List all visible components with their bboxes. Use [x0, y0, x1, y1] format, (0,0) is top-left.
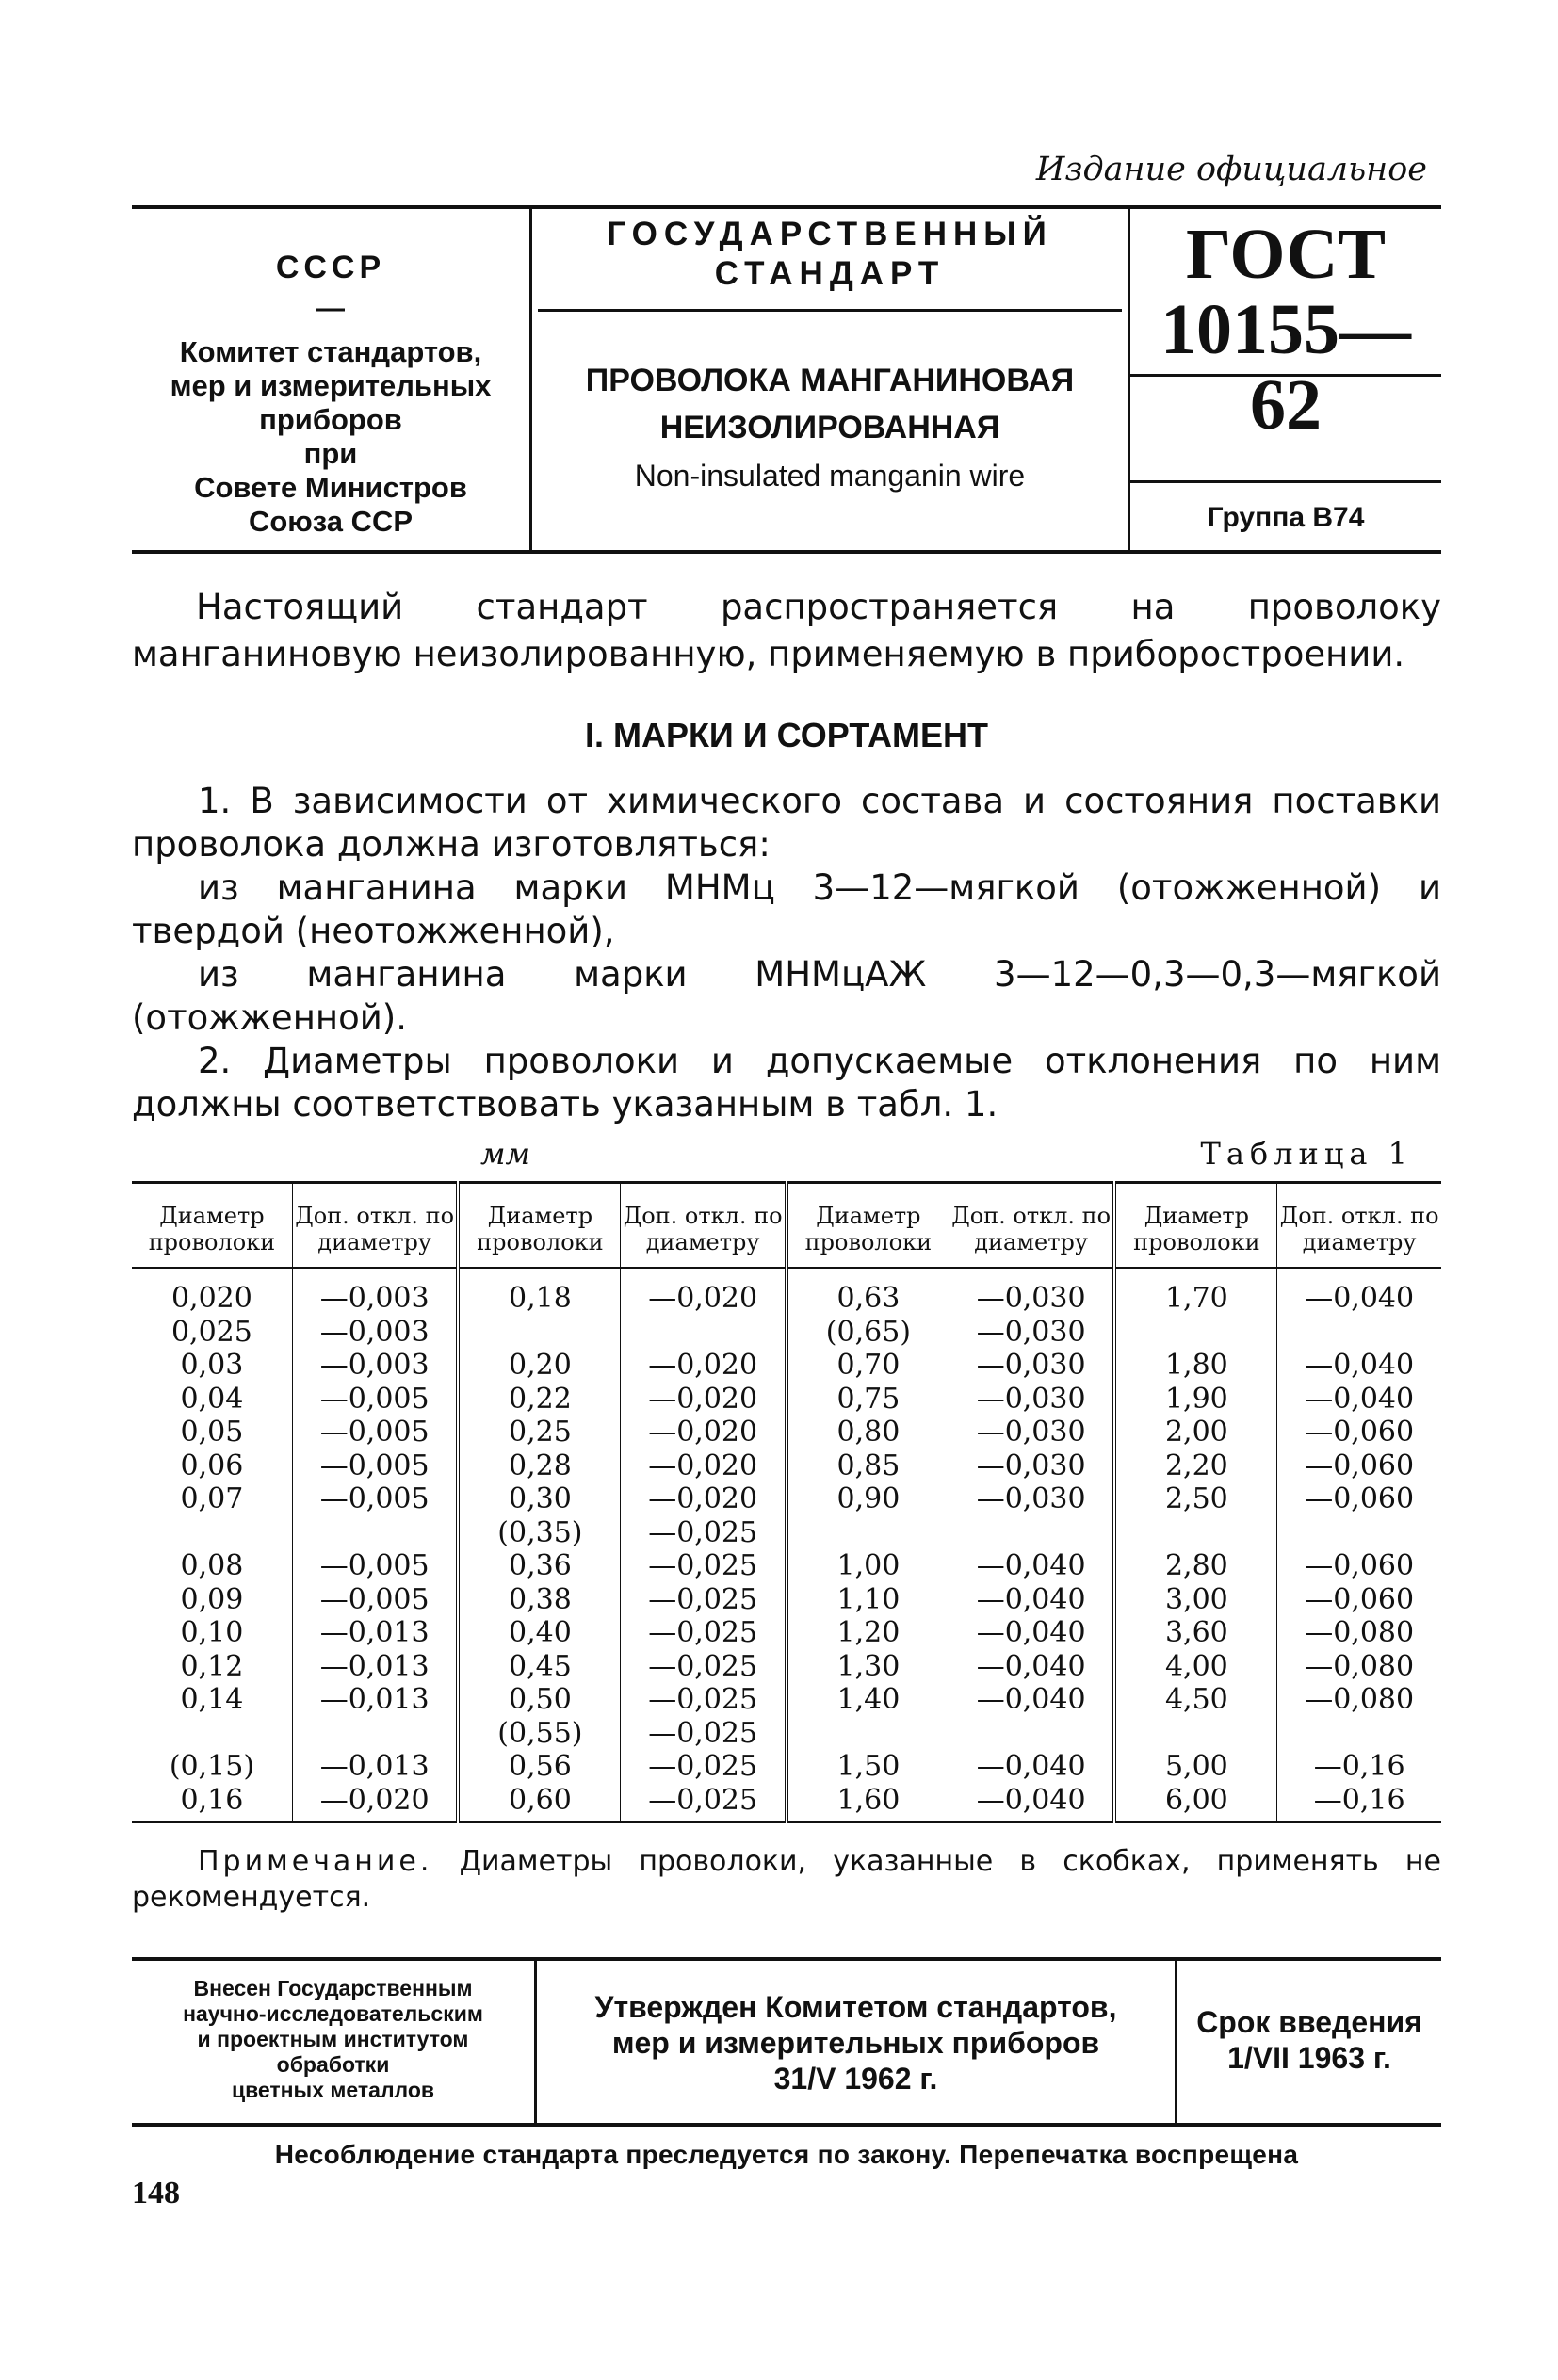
table-cell: —0,005 — [319, 1449, 430, 1482]
committee-line: приборов — [259, 403, 402, 436]
submitted-line: и проектным институтом — [197, 2027, 469, 2051]
approved-by — [537, 1961, 1177, 2123]
table-cell: —0,025 — [648, 1683, 758, 1716]
table-cell — [138, 1516, 286, 1550]
table-cell: —0,025 — [648, 1616, 758, 1649]
title-en: Non-insulated manganin wire — [634, 459, 1026, 493]
table-cell — [299, 1717, 451, 1751]
table-cell: 0,85 — [836, 1449, 901, 1482]
table-cell: —0,060 — [1305, 1549, 1415, 1582]
table-cell: 0,63 — [836, 1282, 901, 1315]
table-cell: 0,09 — [180, 1582, 244, 1616]
table-cell: 0,38 — [509, 1582, 572, 1616]
table-cell: 0,08 — [180, 1549, 244, 1582]
table-cell: —0,025 — [648, 1549, 758, 1582]
table-cell: 6,00 — [1164, 1783, 1228, 1817]
table-cell: —0,003 — [319, 1315, 430, 1349]
table-body — [132, 1268, 1441, 1822]
edition-label: Издание официальное — [1035, 151, 1427, 188]
table-column — [949, 1268, 1114, 1822]
table-cell: —0,040 — [976, 1683, 1086, 1716]
intro-paragraph: Настоящий стандарт распространяется на проволоку манганиновую неизолированную, применяемую в приборостроении. — [132, 587, 1441, 674]
table-cell — [955, 1516, 1108, 1550]
effective-date — [1177, 1961, 1441, 2123]
table-cell: —0,025 — [648, 1750, 758, 1783]
table-cell: 4,00 — [1164, 1649, 1228, 1683]
table-cell: —0,025 — [648, 1783, 758, 1817]
standard-header — [132, 205, 1441, 554]
table-cell: —0,003 — [319, 1349, 430, 1382]
table-cell — [299, 1516, 451, 1550]
table-header: Доп. откл. по диаметру — [621, 1183, 787, 1269]
header-spacer — [1130, 377, 1441, 483]
table-cell: 0,07 — [180, 1482, 244, 1515]
ussr-label: СССР — [275, 250, 386, 285]
table-cell: 0,16 — [180, 1783, 244, 1817]
section-title: I. МАРКИ И СОРТАМЕНТ — [584, 716, 989, 754]
table-header: Диаметр проволоки — [787, 1183, 949, 1269]
table-cell: —0,020 — [648, 1449, 758, 1482]
table-cell: —0,030 — [976, 1282, 1086, 1315]
table-cell: 3,60 — [1164, 1616, 1228, 1649]
table-column — [621, 1268, 787, 1822]
table-cell: 0,25 — [509, 1416, 572, 1449]
title-ru-line: ПРОВОЛОКА МАНГАНИНОВАЯ — [585, 363, 1075, 398]
table-cell: (0,55) — [497, 1716, 583, 1750]
table-cell: —0,013 — [319, 1616, 430, 1649]
table-cell: 0,60 — [509, 1783, 572, 1817]
table-column — [132, 1268, 292, 1822]
page-number: 148 — [132, 2176, 180, 2210]
table-cell: —0,005 — [319, 1416, 430, 1449]
table-caption: Таблица 1 — [1200, 1136, 1413, 1172]
note-text: Диаметры проволоки, указанные в скобках, применять не рекомендуется. — [132, 1845, 1441, 1914]
committee-line: Совете Министров — [194, 471, 467, 504]
table-cell: —0,030 — [976, 1416, 1086, 1449]
table-cell: —0,020 — [319, 1783, 430, 1817]
table-cell: (0,15) — [169, 1750, 255, 1783]
table-cell — [626, 1316, 779, 1350]
table-cell: 0,45 — [509, 1649, 572, 1683]
table-cell: 0,05 — [180, 1416, 244, 1449]
table-cell: —0,040 — [976, 1549, 1086, 1582]
table-cell: —0,16 — [1313, 1783, 1405, 1817]
table-cell: —0,020 — [648, 1416, 758, 1449]
note-label: Примечание. — [198, 1845, 433, 1878]
table-cell: (0,65) — [825, 1315, 911, 1349]
table-cell: —0,005 — [319, 1482, 430, 1515]
table-cell: 0,025 — [170, 1315, 252, 1349]
table-header: Диаметр проволоки — [458, 1183, 620, 1269]
table-cell: 4,50 — [1164, 1683, 1228, 1716]
table-cell: —0,060 — [1305, 1482, 1415, 1515]
group-code: Группа В74 — [1207, 502, 1365, 533]
table-cell — [138, 1717, 286, 1751]
table-header: Доп. откл. по диаметру — [949, 1183, 1114, 1269]
table-column — [458, 1268, 620, 1822]
table-cell: 0,10 — [180, 1616, 244, 1649]
approved-line: 31/V 1962 г. — [773, 2062, 938, 2096]
table-cell: 0,30 — [509, 1482, 572, 1515]
table-cell: 1,10 — [836, 1582, 901, 1616]
table-cell: —0,060 — [1305, 1449, 1415, 1482]
dash-separator: — — [316, 293, 345, 324]
diameter-table — [132, 1181, 1441, 1823]
table-cell: —0,020 — [648, 1282, 758, 1315]
table-cell: —0,013 — [319, 1750, 430, 1783]
document-page — [132, 151, 1441, 2211]
table-cell: —0,060 — [1305, 1582, 1415, 1616]
paragraph-1a: из манганина марки МНМц 3—12—мягкой (отожженной) и твердой (неотожженной), — [132, 867, 1441, 951]
table-caption-row — [132, 1136, 1441, 1181]
gost-number — [1130, 209, 1441, 445]
table-cell — [1283, 1316, 1436, 1350]
submitted-line: научно-исследовательским — [183, 2001, 483, 2026]
table-cell — [1122, 1316, 1271, 1350]
committee-line: при — [303, 437, 358, 470]
table-cell: —0,030 — [976, 1482, 1086, 1515]
table-cell: 0,22 — [509, 1382, 572, 1416]
standard-title-block — [532, 209, 1130, 550]
table-cell: 0,40 — [509, 1616, 572, 1649]
table-cell: 0,36 — [509, 1549, 572, 1582]
table-column — [292, 1268, 458, 1822]
table-cell — [794, 1717, 943, 1751]
table-note — [132, 1844, 1441, 1916]
title-ru — [532, 357, 1128, 451]
paragraph-1: 1. В зависимости от химического состава и состояния поставки проволока должна изготовляться: — [132, 781, 1441, 865]
table-cell — [465, 1316, 614, 1350]
table-cell: —0,040 — [1305, 1382, 1415, 1416]
committee-line: мер и измерительных — [170, 369, 492, 402]
table-cell: 1,60 — [836, 1783, 901, 1817]
table-units: мм — [480, 1136, 531, 1172]
table-cell: 1,20 — [836, 1616, 901, 1649]
table-cell: —0,025 — [648, 1582, 758, 1616]
table-cell: 0,12 — [180, 1649, 244, 1683]
title-ru-line: НЕИЗОЛИРОВАННАЯ — [659, 410, 1000, 445]
table-cell — [794, 1516, 943, 1550]
table-cell: —0,025 — [648, 1649, 758, 1683]
table-cell: 0,56 — [509, 1750, 572, 1783]
table-cell: —0,040 — [976, 1582, 1086, 1616]
table-cell: 0,18 — [509, 1282, 572, 1315]
table-cell: —0,080 — [1305, 1649, 1415, 1683]
table-cell: —0,030 — [976, 1449, 1086, 1482]
table-cell: —0,020 — [648, 1382, 758, 1416]
effective-line: 1/VII 1963 г. — [1227, 2041, 1391, 2075]
table-cell: 0,50 — [509, 1683, 572, 1716]
table-cell: 5,00 — [1164, 1750, 1228, 1783]
submitted-line: обработки — [276, 2052, 390, 2077]
table-cell: 0,14 — [180, 1683, 244, 1716]
table-header: Диаметр проволоки — [1114, 1183, 1276, 1269]
table-cell: (0,35) — [497, 1515, 583, 1549]
gost-line: ГОСТ — [1185, 215, 1387, 294]
table-cell — [1283, 1516, 1436, 1550]
table-cell: 0,020 — [170, 1282, 252, 1315]
table-cell: —0,040 — [976, 1649, 1086, 1683]
table-cell: 2,20 — [1164, 1449, 1228, 1482]
table-cell: 2,00 — [1164, 1416, 1228, 1449]
table-cell: 1,50 — [836, 1750, 901, 1783]
submitted-line: Внесен Государственным — [193, 1976, 473, 2000]
table-cell: 0,28 — [509, 1449, 572, 1482]
table-cell: —0,030 — [976, 1315, 1086, 1349]
committee-line: Комитет стандартов, — [179, 335, 482, 368]
table-header: Доп. откл. по диаметру — [292, 1183, 458, 1269]
table-cell — [1122, 1516, 1271, 1550]
table-cell — [1122, 1717, 1271, 1751]
state-standard-line: СТАНДАРТ — [714, 255, 946, 292]
table-cell: —0,025 — [648, 1515, 758, 1549]
table-column — [1277, 1268, 1441, 1822]
table-cell: 2,80 — [1164, 1549, 1228, 1582]
table-cell: 0,70 — [836, 1349, 901, 1382]
table-header: Доп. откл. по диаметру — [1277, 1183, 1441, 1269]
table-cell: —0,003 — [319, 1282, 430, 1315]
state-standard-label — [538, 209, 1122, 312]
table-cell: —0,060 — [1305, 1416, 1415, 1449]
table-cell: 3,00 — [1164, 1582, 1228, 1616]
table-cell: 0,20 — [509, 1349, 572, 1382]
table-cell: 0,06 — [180, 1449, 244, 1482]
table-cell: —0,030 — [976, 1382, 1086, 1416]
table-cell: 1,90 — [1164, 1382, 1228, 1416]
table-cell: 0,03 — [180, 1349, 244, 1382]
table-cell: —0,040 — [976, 1616, 1086, 1649]
submitted-line: цветных металлов — [231, 2078, 435, 2102]
table-cell: —0,005 — [319, 1382, 430, 1416]
table-cell: —0,013 — [319, 1683, 430, 1716]
table-cell: —0,020 — [648, 1349, 758, 1382]
paragraph-2: 2. Диаметры проволоки и допускаемые отклонения по ним должны соответствовать указанным в табл. 1. — [132, 1041, 1441, 1125]
table-cell: —0,025 — [648, 1716, 758, 1750]
table-cell: 0,80 — [836, 1416, 901, 1449]
issuing-body — [132, 209, 532, 550]
table-cell: —0,080 — [1305, 1683, 1415, 1716]
table-cell — [1283, 1717, 1436, 1751]
effective-line: Срок введения — [1196, 2005, 1422, 2039]
table-cell: 1,80 — [1164, 1349, 1228, 1382]
table-cell: 1,00 — [836, 1549, 901, 1582]
committee-line: Союза ССР — [248, 505, 414, 538]
table-cell: —0,005 — [319, 1582, 430, 1616]
table-cell: —0,080 — [1305, 1616, 1415, 1649]
table-cell: —0,013 — [319, 1649, 430, 1683]
table-cell — [955, 1717, 1108, 1751]
submitted-by — [132, 1961, 537, 2123]
table-cell: —0,040 — [976, 1783, 1086, 1817]
paragraph-1b: из манганина марки МНМцАЖ 3—12—0,3—0,3—мягкой (отожженной). — [132, 954, 1441, 1038]
table-cell: —0,040 — [976, 1750, 1086, 1783]
table-cell: —0,030 — [976, 1349, 1086, 1382]
table-cell: 0,75 — [836, 1382, 901, 1416]
table-cell: —0,16 — [1313, 1750, 1405, 1783]
table-column — [1114, 1268, 1276, 1822]
approved-line: Утвержден Комитетом стандартов, — [594, 1990, 1117, 2024]
gost-number-block — [1130, 209, 1441, 550]
table-column — [787, 1268, 949, 1822]
table-cell: —0,005 — [319, 1549, 430, 1582]
table-cell: 1,30 — [836, 1649, 901, 1683]
state-standard-line: ГОСУДАРСТВЕННЫЙ — [607, 216, 1053, 252]
table-cell: 1,70 — [1164, 1282, 1228, 1315]
table-cell: —0,040 — [1305, 1349, 1415, 1382]
table-cell: —0,040 — [1305, 1282, 1415, 1315]
footer-block — [132, 1957, 1441, 2127]
table-cell: 1,40 — [836, 1683, 901, 1716]
table-header: Диаметр проволоки — [132, 1183, 292, 1269]
table-cell: 0,04 — [180, 1382, 244, 1416]
table-cell: —0,020 — [648, 1482, 758, 1515]
gost-line: 10155—62 — [1160, 290, 1411, 445]
table-cell: 2,50 — [1164, 1482, 1228, 1515]
approved-line: мер и измерительных приборов — [611, 2026, 1100, 2060]
table-cell: 0,90 — [836, 1482, 901, 1515]
law-notice: Несоблюдение стандарта преследуется по закону. Перепечатка воспрещена — [274, 2140, 1299, 2169]
